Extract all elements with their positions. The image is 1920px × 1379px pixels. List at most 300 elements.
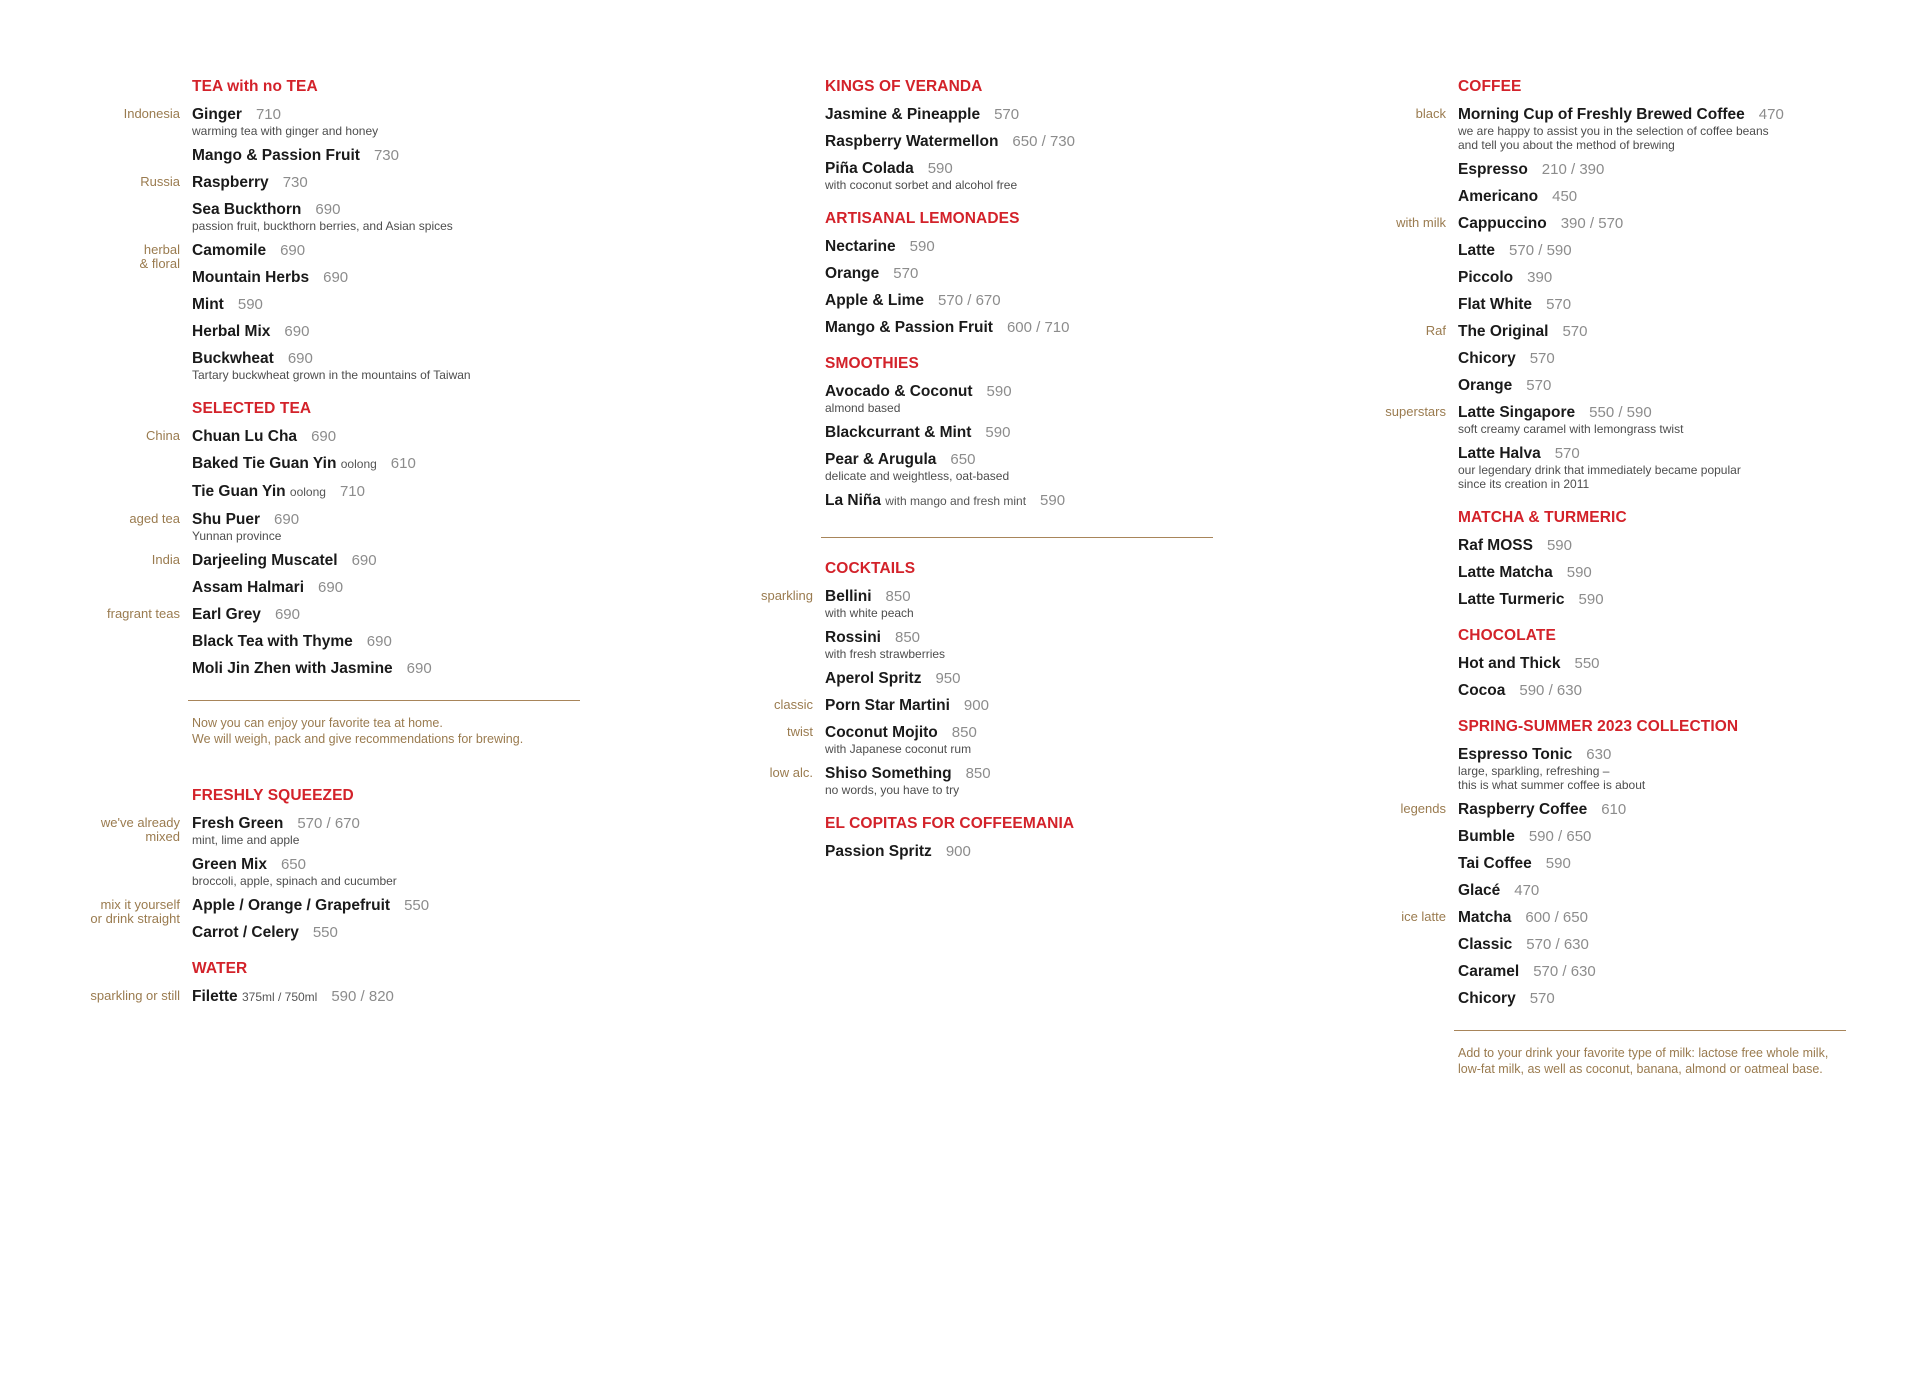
group-label: low alc. bbox=[769, 765, 813, 780]
item-price: 950 bbox=[935, 670, 961, 687]
item-line bbox=[1458, 989, 1878, 1008]
item-price: 550 bbox=[312, 924, 338, 941]
item-description: delicate and weightless, oat-based bbox=[825, 469, 1010, 483]
item-name: The Original bbox=[1458, 323, 1549, 340]
item-line bbox=[1458, 376, 1878, 395]
item-name: Mountain Herbs bbox=[192, 269, 310, 286]
item-name: Morning Cup of Freshly Brewed Coffee bbox=[1458, 106, 1745, 123]
item-description: passion fruit, buckthorn berries, and Asian spices bbox=[192, 219, 453, 233]
item-name: Buckwheat bbox=[192, 350, 274, 367]
group-label: ice latte bbox=[1401, 909, 1446, 924]
group-label: China bbox=[146, 428, 180, 443]
item-line bbox=[192, 814, 612, 833]
item-line bbox=[192, 241, 612, 260]
section-divider bbox=[1454, 1030, 1846, 1031]
item-line bbox=[192, 322, 612, 341]
section-title: EL COPITAS FOR COFFEEMANIA bbox=[825, 815, 1075, 832]
item-group bbox=[825, 237, 1245, 337]
item-line bbox=[825, 587, 1245, 606]
item-price: 730 bbox=[282, 174, 308, 191]
item-line bbox=[1458, 444, 1878, 463]
item-name: Baked Tie Guan Yin bbox=[192, 455, 337, 472]
menu-item bbox=[192, 605, 612, 624]
menu-item bbox=[1458, 295, 1878, 314]
item-name: Cocoa bbox=[1458, 682, 1506, 699]
item-line bbox=[1458, 322, 1878, 341]
menu-item bbox=[1458, 881, 1878, 900]
item-name: Chicory bbox=[1458, 350, 1516, 367]
item-line bbox=[825, 842, 1245, 861]
item-line bbox=[825, 669, 1245, 688]
menu-column-right bbox=[1385, 78, 1878, 1117]
group-label: with milk bbox=[1396, 215, 1446, 230]
section-title: COFFEE bbox=[1458, 78, 1522, 95]
menu-item bbox=[192, 268, 612, 287]
item-line bbox=[1458, 295, 1878, 314]
item-name: Bumble bbox=[1458, 828, 1515, 845]
item-line bbox=[192, 349, 612, 368]
item-line bbox=[1458, 536, 1878, 555]
menu-item bbox=[825, 696, 1245, 715]
menu-section bbox=[1385, 78, 1878, 491]
item-name: Pear & Arugula bbox=[825, 451, 937, 468]
item-name: Assam Halmari bbox=[192, 579, 305, 596]
item-line bbox=[825, 382, 1245, 401]
item-group bbox=[146, 427, 612, 502]
item-price: 570 bbox=[1529, 350, 1555, 367]
menu-section bbox=[760, 560, 1245, 797]
menu-item bbox=[192, 105, 612, 138]
item-name: Chuan Lu Cha bbox=[192, 428, 298, 445]
item-name: Cappuccino bbox=[1458, 215, 1547, 232]
group-label: superstars bbox=[1385, 404, 1446, 419]
item-line bbox=[192, 482, 612, 502]
menu-section bbox=[90, 787, 612, 942]
item-line bbox=[1458, 827, 1878, 846]
item-name: Caramel bbox=[1458, 963, 1520, 980]
item-group bbox=[1415, 105, 1878, 206]
item-line bbox=[1458, 590, 1878, 609]
item-name: Espresso bbox=[1458, 161, 1528, 178]
item-name: Apple & Lime bbox=[825, 292, 925, 309]
item-price: 570 bbox=[893, 265, 919, 282]
section-title: ARTISANAL LEMONADES bbox=[825, 210, 1020, 227]
item-description: almond based bbox=[825, 401, 901, 415]
item-price: 850 bbox=[965, 765, 991, 782]
item-price: 390 bbox=[1527, 269, 1553, 286]
item-name: Shu Puer bbox=[192, 511, 261, 528]
item-group bbox=[760, 587, 1245, 688]
item-price: 690 bbox=[280, 242, 306, 259]
item-name: Jasmine & Pineapple bbox=[825, 106, 981, 123]
item-line bbox=[825, 450, 1245, 469]
item-line bbox=[825, 318, 1245, 337]
group-label: Raf bbox=[1425, 323, 1446, 338]
item-name: Latte Halva bbox=[1458, 445, 1541, 462]
item-name: La Niña bbox=[825, 492, 881, 509]
item-name: Matcha bbox=[1458, 909, 1512, 926]
item-name: Latte Singapore bbox=[1458, 404, 1576, 421]
menu-item bbox=[1458, 590, 1878, 609]
item-group bbox=[1400, 800, 1878, 900]
item-group bbox=[1385, 403, 1878, 491]
item-name: Raspberry bbox=[192, 174, 269, 191]
item-price: 850 bbox=[894, 629, 921, 646]
item-group bbox=[773, 696, 1245, 715]
item-description: Tartary buckwheat grown in the mountains of Taiwan bbox=[192, 368, 471, 382]
menu-item bbox=[192, 855, 612, 888]
item-name: Americano bbox=[1458, 188, 1539, 205]
menu-section bbox=[825, 210, 1245, 337]
menu-section bbox=[1400, 718, 1878, 1008]
item-name: Raspberry Watermellon bbox=[825, 133, 999, 150]
group-label: we've already mixed bbox=[100, 815, 180, 844]
menu-item bbox=[1458, 322, 1878, 341]
menu-item bbox=[1458, 654, 1878, 673]
item-price: 470 bbox=[1514, 882, 1540, 899]
item-price: 570 / 670 bbox=[938, 292, 1001, 309]
menu-item bbox=[825, 450, 1245, 483]
menu-item bbox=[192, 241, 612, 260]
item-price: 590 / 820 bbox=[331, 988, 394, 1005]
item-name: Herbal Mix bbox=[192, 323, 271, 340]
item-price: 690 bbox=[311, 428, 337, 445]
section-title: SELECTED TEA bbox=[192, 400, 312, 417]
item-price: 690 bbox=[315, 201, 341, 218]
item-name: Raspberry Coffee bbox=[1458, 801, 1588, 818]
item-price: 690 bbox=[274, 606, 300, 623]
section-title: KINGS OF VERANDA bbox=[825, 78, 983, 95]
item-description: no words, you have to try bbox=[825, 783, 960, 797]
item-line bbox=[1458, 881, 1878, 900]
item-name: Latte Matcha bbox=[1458, 564, 1553, 581]
menu-item bbox=[192, 146, 612, 165]
item-price: 710 bbox=[255, 106, 281, 123]
item-price: 690 bbox=[406, 660, 432, 677]
menu-section bbox=[825, 78, 1245, 192]
item-price: 590 bbox=[1545, 855, 1571, 872]
item-volume-note: oolong bbox=[289, 485, 326, 499]
item-line bbox=[825, 491, 1245, 511]
menu-item bbox=[825, 723, 1245, 756]
item-description: with Japanese coconut rum bbox=[825, 742, 972, 756]
menu-item bbox=[1458, 800, 1878, 819]
item-price: 650 bbox=[280, 856, 306, 873]
info-note: Add to your drink your favorite type of milk: lactose free whole milk, low-fat milk, as well as coconut, banana, almond or oatmeal base. bbox=[1458, 1046, 1829, 1076]
item-line bbox=[192, 896, 612, 915]
item-description: we are happy to assist you in the selection of coffee beans and tell you about the method of brewing bbox=[1458, 124, 1769, 152]
item-line bbox=[825, 723, 1245, 742]
item-name: Apple / Orange / Grapefruit bbox=[192, 897, 391, 914]
item-name: Classic bbox=[1458, 936, 1513, 953]
item-price: 690 bbox=[287, 350, 313, 367]
item-name: Orange bbox=[825, 265, 880, 282]
section-title: MATCHA & TURMERIC bbox=[1458, 509, 1627, 526]
item-name: Darjeeling Muscatel bbox=[192, 552, 338, 569]
item-price: 570 bbox=[1526, 377, 1552, 394]
item-description: our legendary drink that immediately became popular since its creation in 2011 bbox=[1458, 463, 1741, 491]
item-line bbox=[192, 295, 612, 314]
item-line bbox=[825, 237, 1245, 256]
item-name: Piccolo bbox=[1458, 269, 1514, 286]
item-line bbox=[1458, 241, 1878, 260]
item-line bbox=[1458, 800, 1878, 819]
item-group bbox=[1458, 536, 1878, 609]
item-price: 570 / 670 bbox=[297, 815, 360, 832]
group-label: mix it yourself or drink straight bbox=[90, 897, 180, 926]
item-line bbox=[825, 132, 1245, 151]
item-price: 570 bbox=[1546, 296, 1572, 313]
item-line bbox=[825, 628, 1245, 647]
item-price: 690 bbox=[318, 579, 344, 596]
menu-item bbox=[1458, 160, 1878, 179]
item-name: Piña Colada bbox=[825, 160, 914, 177]
item-price: 610 bbox=[1601, 801, 1627, 818]
menu-item bbox=[192, 322, 612, 341]
item-description: with fresh strawberries bbox=[825, 647, 946, 661]
item-price: 590 bbox=[1546, 537, 1572, 554]
item-price: 710 bbox=[339, 483, 365, 500]
group-label: Indonesia bbox=[123, 106, 180, 121]
item-line bbox=[825, 105, 1245, 124]
menu-item bbox=[825, 491, 1245, 511]
menu-item bbox=[825, 264, 1245, 283]
menu-item bbox=[1458, 681, 1878, 700]
menu-section bbox=[1458, 509, 1878, 609]
menu-item bbox=[192, 578, 612, 597]
item-line bbox=[825, 423, 1245, 442]
item-name: Black Tea with Thyme bbox=[192, 633, 353, 650]
item-volume-note: oolong bbox=[340, 457, 377, 471]
item-price: 600 / 710 bbox=[1006, 319, 1070, 336]
item-description: Yunnan province bbox=[192, 529, 282, 543]
item-group bbox=[140, 173, 612, 233]
item-line bbox=[192, 632, 612, 651]
item-name: Orange bbox=[1458, 377, 1513, 394]
item-price: 590 / 630 bbox=[1519, 682, 1582, 699]
item-name: Latte bbox=[1458, 242, 1496, 259]
item-description: with coconut sorbet and alcohol free bbox=[825, 178, 1018, 192]
item-group bbox=[1425, 322, 1878, 395]
group-label: twist bbox=[787, 724, 813, 739]
item-group bbox=[90, 987, 612, 1007]
item-group bbox=[769, 764, 1245, 797]
section-divider bbox=[188, 700, 580, 701]
menu-item bbox=[192, 454, 612, 474]
section-title: FRESHLY SQUEEZED bbox=[192, 787, 354, 804]
item-line bbox=[825, 159, 1245, 178]
item-name: Bellini bbox=[825, 588, 872, 605]
item-name: Ginger bbox=[192, 106, 242, 123]
item-line bbox=[1458, 745, 1878, 764]
item-price: 850 bbox=[885, 588, 911, 605]
item-price: 550 / 590 bbox=[1589, 404, 1652, 421]
item-price: 390 / 570 bbox=[1560, 215, 1624, 232]
item-line bbox=[825, 696, 1245, 715]
item-price: 470 bbox=[1758, 106, 1784, 123]
item-line bbox=[192, 268, 612, 287]
item-line bbox=[192, 146, 612, 165]
section-title: TEA with no TEA bbox=[192, 78, 318, 95]
item-group bbox=[139, 241, 612, 382]
item-price: 600 / 650 bbox=[1525, 909, 1588, 926]
item-price: 590 / 650 bbox=[1528, 828, 1592, 845]
group-label: fragrant teas bbox=[107, 606, 180, 621]
menu-column-middle bbox=[760, 78, 1245, 879]
item-name: Hot and Thick bbox=[1458, 655, 1561, 672]
group-label: legends bbox=[1400, 801, 1446, 816]
item-price: 690 bbox=[366, 633, 392, 650]
menu-item bbox=[1458, 241, 1878, 260]
item-volume-note: 375ml / 750ml bbox=[241, 990, 318, 1004]
item-price: 570 bbox=[1529, 990, 1555, 1007]
item-price: 450 bbox=[1552, 188, 1578, 205]
item-name: Tie Guan Yin bbox=[192, 483, 286, 500]
section-divider bbox=[821, 537, 1213, 538]
menu-item bbox=[825, 587, 1245, 620]
group-label: India bbox=[151, 552, 180, 567]
item-name: Mango & Passion Fruit bbox=[192, 147, 360, 164]
group-label: sparkling bbox=[760, 588, 813, 603]
menu-item bbox=[1458, 536, 1878, 555]
item-group bbox=[825, 842, 1245, 861]
item-line bbox=[1458, 681, 1878, 700]
item-price: 590 bbox=[1040, 492, 1066, 509]
menu-item bbox=[1458, 563, 1878, 582]
item-group bbox=[787, 723, 1245, 756]
item-group bbox=[123, 105, 612, 165]
item-price: 850 bbox=[951, 724, 977, 741]
item-name: Blackcurrant & Mint bbox=[825, 424, 972, 441]
item-line bbox=[192, 200, 612, 219]
item-price: 690 bbox=[284, 323, 310, 340]
item-price: 610 bbox=[390, 455, 416, 472]
item-name: Moli Jin Zhen with Jasmine bbox=[192, 660, 393, 677]
item-price: 650 bbox=[950, 451, 976, 468]
item-line bbox=[1458, 654, 1878, 673]
menu-item bbox=[825, 159, 1245, 192]
menu-item bbox=[825, 382, 1245, 415]
item-price: 690 bbox=[351, 552, 377, 569]
item-name: Flat White bbox=[1458, 296, 1533, 313]
menu-item bbox=[825, 669, 1245, 688]
item-name: Avocado & Coconut bbox=[825, 383, 973, 400]
section-title: SPRING-SUMMER 2023 COLLECTION bbox=[1458, 718, 1739, 735]
item-name: Aperol Spritz bbox=[825, 670, 922, 687]
item-group bbox=[825, 382, 1245, 511]
item-group bbox=[129, 510, 612, 543]
item-line bbox=[192, 923, 612, 942]
group-label: aged tea bbox=[129, 511, 180, 526]
item-price: 570 bbox=[1562, 323, 1588, 340]
item-line bbox=[192, 987, 612, 1007]
menu-item bbox=[1458, 962, 1878, 981]
item-line bbox=[192, 454, 612, 474]
item-line bbox=[192, 605, 612, 624]
item-line bbox=[1458, 962, 1878, 981]
item-name: Latte Turmeric bbox=[1458, 591, 1565, 608]
menu-item bbox=[825, 237, 1245, 256]
item-line bbox=[192, 659, 612, 678]
item-price: 570 bbox=[994, 106, 1020, 123]
item-price: 570 / 630 bbox=[1526, 936, 1589, 953]
item-volume-note: with mango and fresh mint bbox=[885, 494, 1027, 508]
item-line bbox=[192, 427, 612, 446]
menu-item bbox=[1458, 349, 1878, 368]
menu-section bbox=[825, 815, 1245, 861]
item-group bbox=[825, 105, 1245, 192]
item-name: Green Mix bbox=[192, 856, 267, 873]
item-name: Shiso Something bbox=[825, 765, 952, 782]
menu-item bbox=[1458, 268, 1878, 287]
group-label: classic bbox=[773, 697, 813, 712]
item-description: warming tea with ginger and honey bbox=[192, 124, 379, 138]
item-name: Porn Star Martini bbox=[825, 697, 950, 714]
menu-item bbox=[192, 923, 612, 942]
item-price: 550 bbox=[1574, 655, 1600, 672]
item-line bbox=[192, 855, 612, 874]
item-name: Raf MOSS bbox=[1458, 537, 1533, 554]
menu-section bbox=[825, 355, 1245, 511]
item-price: 570 bbox=[1554, 445, 1580, 462]
item-group bbox=[1396, 214, 1878, 314]
item-price: 590 bbox=[927, 160, 953, 177]
item-group bbox=[1458, 654, 1878, 700]
item-description: mint, lime and apple bbox=[192, 833, 300, 847]
item-description: with white peach bbox=[825, 606, 914, 620]
menu-item bbox=[1458, 827, 1878, 846]
item-price: 900 bbox=[963, 697, 989, 714]
menu-section bbox=[107, 400, 612, 678]
info-note: Now you can enjoy your favorite tea at home. We will weigh, pack and give recommendations for brewing. bbox=[192, 716, 524, 746]
item-price: 550 bbox=[404, 897, 430, 914]
item-group bbox=[151, 551, 612, 597]
item-name: Fresh Green bbox=[192, 815, 284, 832]
menu-item bbox=[192, 295, 612, 314]
item-name: Coconut Mojito bbox=[825, 724, 938, 741]
menu-item bbox=[192, 987, 612, 1007]
item-price: 690 bbox=[274, 511, 300, 528]
item-price: 590 bbox=[985, 424, 1011, 441]
menu-item bbox=[1458, 745, 1878, 792]
item-line bbox=[1458, 268, 1878, 287]
menu-item bbox=[825, 291, 1245, 310]
section-title: WATER bbox=[192, 960, 248, 977]
item-price: 730 bbox=[373, 147, 399, 164]
menu-item bbox=[825, 318, 1245, 337]
group-label: sparkling or still bbox=[90, 988, 180, 1003]
menu-item bbox=[1458, 403, 1878, 436]
item-line bbox=[192, 510, 612, 529]
item-line bbox=[1458, 160, 1878, 179]
item-name: Filette bbox=[192, 988, 238, 1005]
menu-item bbox=[1458, 935, 1878, 954]
item-line bbox=[1458, 403, 1878, 422]
menu-item bbox=[192, 427, 612, 446]
item-name: Earl Grey bbox=[192, 606, 261, 623]
item-name: Mango & Passion Fruit bbox=[825, 319, 993, 336]
item-name: Sea Buckthorn bbox=[192, 201, 302, 218]
menu-item bbox=[192, 659, 612, 678]
item-group bbox=[107, 605, 612, 678]
menu-item bbox=[825, 105, 1245, 124]
menu-item bbox=[825, 628, 1245, 661]
group-label: black bbox=[1415, 106, 1446, 121]
menu-item bbox=[1458, 444, 1878, 491]
menu-item bbox=[192, 632, 612, 651]
item-line bbox=[1458, 349, 1878, 368]
item-name: Mint bbox=[192, 296, 224, 313]
